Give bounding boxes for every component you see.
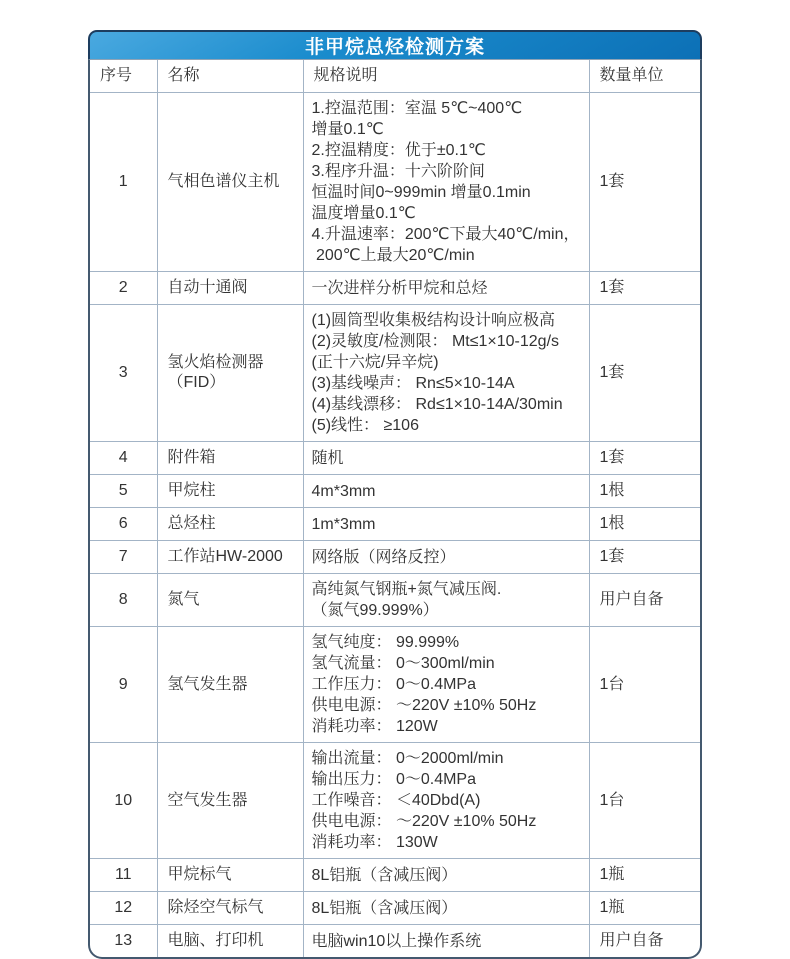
row-qty: 用户自备 [589,925,700,958]
spec-line: 网络版（网络反控） [311,548,456,566]
spec-table-body [90,93,700,958]
spec-line: (1)圆筒型收集极结构设计响应极高 [311,312,556,329]
row-name: 氢气发生器 [157,627,303,743]
spec-line: 电脑win10以上操作系统 [311,932,482,950]
spec-line: 工作压力： 0～0.4MPa [311,676,476,693]
spec-line: 温度增量0.1℃ [311,205,416,222]
spec-line: （氮气99.999%） [311,602,439,619]
row-qty: 1根 [589,508,700,541]
spec-table-wrapper [88,59,702,959]
table-row [90,743,700,859]
page-title: 非甲烷总烃检测方案 [304,37,485,58]
spec-line: 供电电源： ～220V ±10% 50Hz [311,697,537,714]
table-header-row [90,60,700,93]
spec-line: 氢气流量： 0～300ml/min [311,655,495,672]
spec-line: 输出压力： 0～0.4MPa [311,771,476,788]
spec-line: 1.控温范围：室温 5℃~400℃ [311,100,523,117]
row-no: 4 [90,442,157,475]
row-spec [303,892,589,925]
row-no: 13 [90,925,157,958]
row-spec [303,272,589,305]
row-spec [303,305,589,442]
spec-line: 氢气纯度： 99.999% [311,634,460,651]
spec-sheet-card [88,30,702,959]
spec-line: 增量0.1℃ [311,121,384,138]
row-name: 电脑、打印机 [157,925,303,958]
table-row [90,627,700,743]
row-no: 10 [90,743,157,859]
row-name: 氢火焰检测器（FID） [157,305,303,442]
row-name: 自动十通阀 [157,272,303,305]
row-no: 12 [90,892,157,925]
row-no: 6 [90,508,157,541]
row-spec [303,859,589,892]
spec-line: 8L铝瓶（含减压阀） [311,899,458,917]
row-spec [303,627,589,743]
table-row [90,859,700,892]
table-row [90,574,700,627]
spec-line: 恒温时间0~999min 增量0.1min [311,184,531,201]
table-row [90,93,700,272]
spec-line: 一次进样分析甲烷和总烃 [311,279,488,297]
spec-table [90,60,700,957]
spec-line: 2.控温精度：优于±0.1℃ [311,142,486,159]
column-header-spec: 规格说明 [303,60,589,93]
row-spec [303,442,589,475]
spec-line: 随机 [311,449,344,467]
row-qty: 1套 [589,272,700,305]
row-qty: 1瓶 [589,892,700,925]
row-name: 甲烷标气 [157,859,303,892]
row-spec [303,93,589,272]
row-name: 工作站HW-2000 [157,541,303,574]
row-no: 5 [90,475,157,508]
table-row [90,272,700,305]
row-name: 甲烷柱 [157,475,303,508]
row-spec [303,475,589,508]
row-qty: 1台 [589,627,700,743]
row-spec [303,541,589,574]
row-no: 11 [90,859,157,892]
table-row [90,442,700,475]
row-spec [303,574,589,627]
spec-line: (正十六烷/异辛烷) [311,354,439,371]
row-qty: 1套 [589,541,700,574]
spec-line: 1m*3mm [311,515,376,533]
row-spec [303,508,589,541]
column-header-qty: 数量单位 [589,60,700,93]
column-header-no: 序号 [90,60,157,93]
spec-line: (3)基线噪声： Rn≤5×10-14A [311,375,515,392]
row-name: 附件箱 [157,442,303,475]
row-qty: 1套 [589,442,700,475]
spec-line: (4)基线漂移： Rd≤1×10-14A/30min [311,396,563,413]
spec-line: 3.程序升温：十六阶阶间 [311,163,485,180]
column-header-name: 名称 [157,60,303,93]
row-no: 7 [90,541,157,574]
table-row [90,892,700,925]
table-row [90,925,700,958]
spec-line: 4.升温速率：200℃下最大40℃/min， [311,226,580,243]
row-no: 8 [90,574,157,627]
sheet-title-bar [88,30,702,59]
row-qty: 1套 [589,305,700,442]
row-qty: 1套 [589,93,700,272]
row-name: 氮气 [157,574,303,627]
spec-line: 消耗功率： 130W [311,834,438,851]
spec-line: 8L铝瓶（含减压阀） [311,866,458,884]
spec-line: 工作噪音： ＜40Dbd(A) [311,792,481,809]
row-name: 气相色谱仪主机 [157,93,303,272]
table-row [90,508,700,541]
spec-line: 高纯氮气钢瓶+氮气减压阀. [311,581,502,598]
table-row [90,305,700,442]
spec-line: 4m*3mm [311,482,376,500]
row-spec [303,743,589,859]
spec-line: 输出流量： 0～2000ml/min [311,750,504,767]
row-qty: 1台 [589,743,700,859]
table-row [90,475,700,508]
row-no: 3 [90,305,157,442]
row-no: 9 [90,627,157,743]
row-qty: 用户自备 [589,574,700,627]
spec-line: 供电电源： ～220V ±10% 50Hz [311,813,537,830]
row-no: 2 [90,272,157,305]
spec-line: (5)线性： ≥106 [311,417,419,434]
row-name: 总烃柱 [157,508,303,541]
row-qty: 1根 [589,475,700,508]
row-name: 空气发生器 [157,743,303,859]
row-no: 1 [90,93,157,272]
spec-line: 消耗功率： 120W [311,718,438,735]
spec-line: (2)灵敏度/检测限： Mt≤1×10-12g/s [311,333,560,350]
row-qty: 1瓶 [589,859,700,892]
table-row [90,541,700,574]
spec-line: 200℃上最大20℃/min [311,247,475,264]
row-name: 除烃空气标气 [157,892,303,925]
row-spec [303,925,589,958]
